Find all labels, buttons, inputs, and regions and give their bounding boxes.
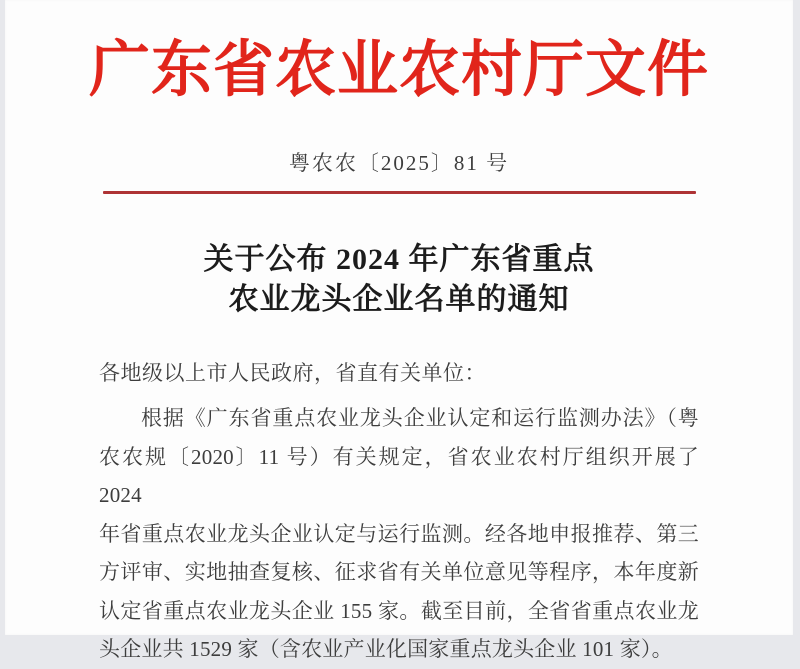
document-title-line-1: 关于公布 2024 年广东省重点 [5,240,793,280]
salutation: 各地级以上市人民政府，省直有关单位： [99,358,699,388]
body-text-line: 根据《广东省重点农业龙头企业认定和运行监测办法》（粤 [99,399,699,438]
body-text-line: 农农规〔2020〕11 号）有关规定，省农业农村厅组织开展了 2024 [99,438,699,515]
document-number: 粤农农〔2025〕81 号 [5,147,793,177]
body-text-line: 认定省重点农业龙头企业 155 家。截至目前，全省省重点农业龙 [99,592,699,631]
document-page [5,0,793,635]
body-paragraph [99,399,699,669]
body-text-line: 头企业共 1529 家（含农业产业化国家重点龙头企业 101 家）。 [99,630,699,669]
document-header-title: 广东省农业农村厅文件 [5,34,793,107]
body-text-line: 年省重点农业龙头企业认定与运行监测。经各地申报推荐、第三 [99,515,699,554]
red-divider-line [103,191,696,194]
document-body [99,358,699,669]
body-text-line: 方评审、实地抽查复核、征求省有关单位意见等程序，本年度新 [99,553,699,592]
document-title-line-2: 农业龙头企业名单的通知 [5,280,793,320]
document-title [5,240,793,320]
